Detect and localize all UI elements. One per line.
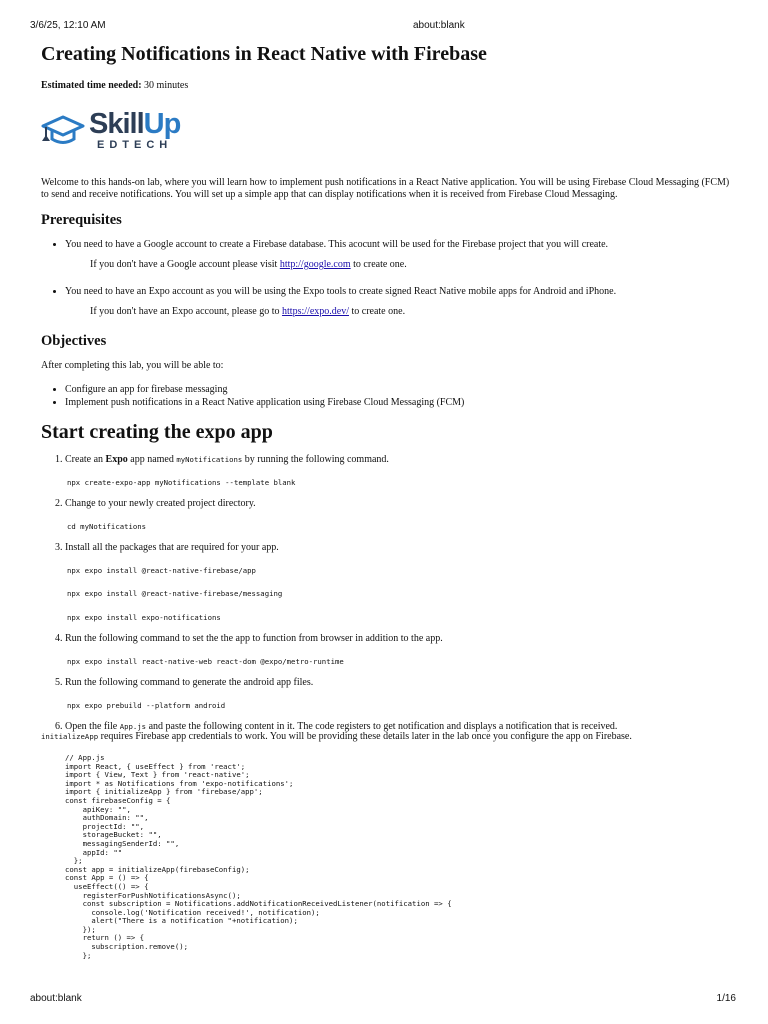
prerequisites-list	[41, 239, 731, 319]
estimated-time-value: 30 minutes	[144, 80, 189, 91]
prereq-text: You need to have an Expo account as you will be using the Expo tools to create signed React Native mobile apps for Android and iPhone.	[65, 285, 617, 297]
step-item: 5. Run the following command to generate the android app files. npx expo prebuild --platform android	[65, 677, 731, 712]
prerequisites-heading: Prerequisites	[41, 211, 122, 228]
list-item	[65, 239, 731, 272]
step-item: 6. Open the file App.js and paste the following content in it. The code registers to get notification and displays a notification that is received.	[65, 721, 731, 734]
objectives-lead: After completing this lab, you will be able to:	[41, 359, 224, 371]
print-footer-page: 1/16	[716, 993, 736, 1004]
graduation-cap-icon	[41, 113, 85, 149]
skillup-logo	[41, 105, 731, 157]
initializeapp-note: initializeApp requires Firebase app credentials to work. You will be providing these details later in the lab once you configure the app on Firebase.	[41, 731, 632, 742]
section-heading: Start creating the expo app	[41, 421, 273, 443]
print-header-datetime: 3/6/25, 12:10 AM	[30, 20, 106, 31]
command-block: cd myNotifications	[67, 521, 147, 531]
command-block: npx expo install @react-native-firebase/app	[67, 565, 256, 575]
prereq-text: You need to have a Google account to create a Firebase database. This acocunt will be used for the Firebase project that you will create.	[65, 238, 609, 250]
logo-skill: Skill	[89, 108, 144, 140]
print-footer-url: about:blank	[30, 993, 82, 1004]
step-item: 1. Create an Expo app named myNotifications by running the following command. npx create-expo-app myNotifications --template blank	[65, 454, 731, 489]
command-block: npx expo install @react-native-firebase/messaging	[67, 589, 283, 598]
google-link[interactable]: http://google.com	[279, 259, 351, 270]
command-block: npx create-expo-app myNotifications --template blank	[67, 477, 296, 487]
list-item	[65, 286, 731, 319]
prereq-note: If you don't have an Expo account, please go to https://expo.dev/ to create one.	[90, 306, 406, 317]
objectives-heading: Objectives	[41, 332, 107, 349]
intro-paragraph: Welcome to this hands-on lab, where you will learn how to implement push notifications in a React Native application. You will be using Firebase Cloud Messaging (FCM) to send and receive notifications. You will set up a simple app that can display notifications when it is received from Firebase Cloud Messaging.	[41, 176, 730, 200]
list-item: • Implement push notifications in a React Native application using Firebase Cloud Messaging (FCM)	[65, 397, 731, 410]
list-item: • Configure an app for firebase messaging	[65, 384, 731, 397]
app-js-code-block: // App.js import React, { useEffect } from 'react'; import { View, Text } from 'react-native'; import * as Notifications from 'expo-notifications'; import { initializeApp } from 'firebase/app'; const firebaseConfig = { apiKey: "", authDomain: "", projectId: "", storageBucket: "", messagingSenderId: "", appId: "" }; const app = initializeApp(firebaseConfig); const App = () => { useEffect(() => { registerForPushNotificationsAsync(); const subscription = Notifications.addNotificationReceivedListener(notification => { console.log('Notification received!', notification); alert("There is a notification "+notification); }); return () => { subscription.remove(); };	[65, 753, 452, 960]
command-block: npx expo install react-native-web react-dom @expo/metro-runtime	[67, 656, 344, 666]
document-content	[41, 40, 731, 743]
step-item: 4. Run the following command to set the the app to function from browser in addition to the app. npx expo install react-native-web react-dom @expo/metro-runtime	[65, 633, 731, 668]
estimated-time-label: Estimated time needed:	[41, 80, 142, 91]
estimated-time	[41, 80, 731, 93]
command-block: npx expo install expo-notifications	[67, 612, 221, 622]
objectives-list	[41, 384, 731, 409]
steps-list	[41, 454, 731, 734]
step-item: 2. Change to your newly created project directory. cd myNotifications	[65, 498, 731, 533]
print-header-url: about:blank	[413, 20, 465, 31]
logo-up: Up	[143, 108, 181, 140]
page-title: Creating Notifications in React Native with Firebase	[41, 43, 487, 65]
logo-subtitle: EDTECH	[97, 139, 173, 151]
prereq-note: If you don't have a Google account please visit http://google.com to create one.	[90, 259, 407, 270]
step-item: 3. Install all the packages that are required for your app. npx expo install @react-native-firebase/app npx expo install @react-native-firebase/messaging npx expo install expo-notifications	[65, 542, 731, 624]
command-block: npx expo prebuild --platform android	[67, 700, 226, 710]
expo-link[interactable]: https://expo.dev/	[282, 306, 349, 317]
